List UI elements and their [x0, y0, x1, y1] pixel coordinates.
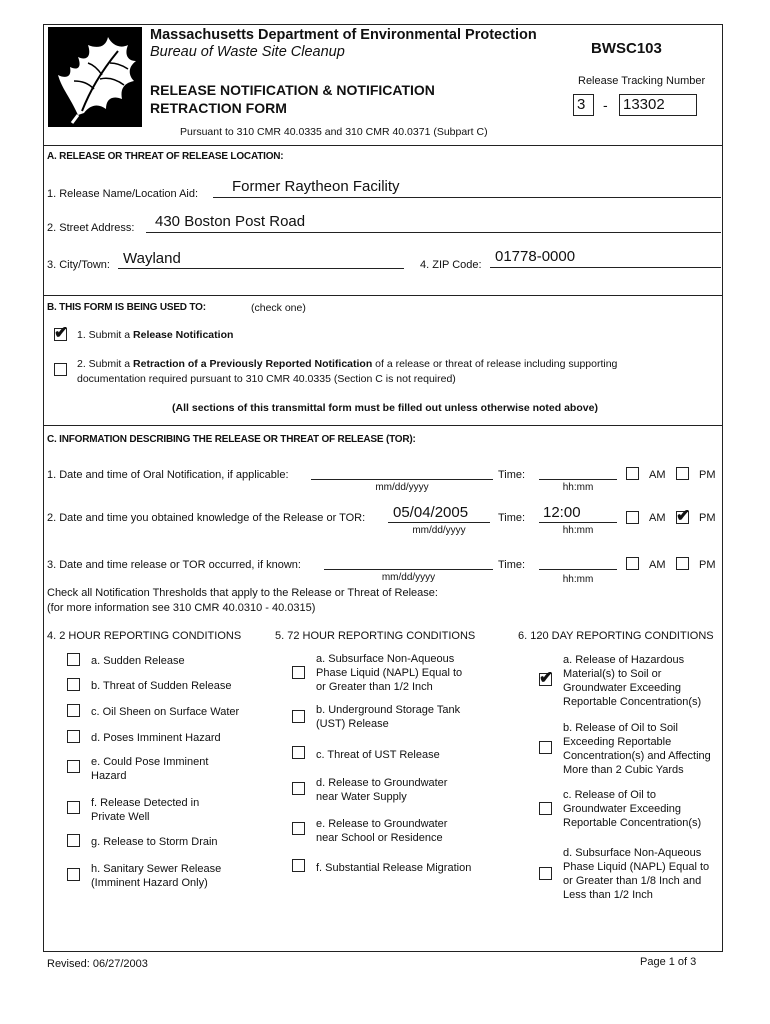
col5-b-label [316, 703, 460, 731]
col6-a-line4: Reportable Concentration(s) [563, 696, 702, 708]
col5-d-line2: near Water Supply [316, 791, 407, 803]
col6-a-line1: a. Release of Hazardous [563, 654, 685, 666]
city-label: 3. City/Town: [47, 259, 110, 271]
street-label: 2. Street Address: [47, 222, 135, 234]
thresholds-reference: (for more information see 310 CMR 40.0310 - 40.0315) [47, 602, 316, 614]
tracking-number-box[interactable]: 13302 [619, 94, 697, 116]
col6-b-line1: b. Release of Oil to Soil [563, 722, 678, 734]
col5-c-label: c. Threat of UST Release [316, 749, 440, 761]
q2-date-hint: mm/dd/yyyy [412, 525, 466, 536]
col6-d-line2: Phase Liquid (NAPL) Equal to [563, 861, 710, 873]
col4-g-label: g. Release to Storm Drain [91, 836, 218, 848]
page-number: Page 1 of 3 [640, 956, 697, 968]
col5-a-checkbox[interactable] [292, 666, 305, 679]
col4-a-checkbox[interactable] [67, 653, 80, 666]
col4-h-label [91, 862, 221, 890]
submit-retraction-label [77, 358, 717, 370]
tracking-label: Release Tracking Number [578, 75, 706, 87]
opt2-rest: of a release or threat of release including supporting [372, 358, 618, 370]
zip-field[interactable] [490, 267, 721, 268]
col6-c-line3: Reportable Concentration(s) [563, 817, 702, 829]
q3-pm-label: PM [699, 559, 716, 571]
col4-e-label [91, 755, 208, 783]
opt2-bold: Retraction of a Previously Reported Notification [133, 358, 373, 370]
release-name-label: 1. Release Name/Location Aid: [47, 188, 199, 200]
q3-am-label: AM [649, 559, 666, 571]
agency-name: Massachusetts Department of Environmental Protection [150, 27, 537, 43]
col4-g-checkbox[interactable] [67, 834, 80, 847]
col6-b-label [563, 721, 711, 777]
oral-notification-time-field[interactable] [539, 479, 617, 480]
check-icon: ✔ [54, 323, 69, 342]
col4-b-label: b. Threat of Sudden Release [91, 680, 232, 692]
divider-b [43, 295, 723, 296]
col4-d-label: d. Poses Imminent Hazard [91, 732, 221, 744]
section-b-title: B. THIS FORM IS BEING USED TO: [47, 302, 206, 313]
tracking-dash: - [603, 97, 608, 113]
q1-time-label: Time: [498, 469, 526, 481]
col5-a-line3: or Greater than 1/2 Inch [316, 681, 433, 693]
section-a-title: A. RELEASE OR THREAT OF RELEASE LOCATION: [47, 151, 284, 162]
knowledge-date-field[interactable] [388, 522, 490, 523]
q2-am-label: AM [649, 512, 666, 524]
tracking-region-box[interactable]: 3 [573, 94, 594, 116]
col6-b-checkbox[interactable] [539, 741, 552, 754]
col5-a-line1: a. Subsurface Non-Aqueous [316, 653, 455, 665]
zip-value: 01778-0000 [495, 248, 576, 265]
col4-d-checkbox[interactable] [67, 730, 80, 743]
col5-d-checkbox[interactable] [292, 782, 305, 795]
check-one-note: (check one) [251, 302, 306, 314]
occurred-time-field[interactable] [539, 569, 617, 570]
col5-d-line1: d. Release to Groundwater [316, 777, 448, 789]
q1-pm-checkbox[interactable] [676, 467, 689, 480]
col6-d-label [563, 846, 709, 902]
col5-b-line1: b. Underground Storage Tank [316, 704, 461, 716]
thresholds-instruction: Check all Notification Thresholds that apply to the Release or Threat of Release: [47, 587, 438, 599]
section-c-title: C. INFORMATION DESCRIBING THE RELEASE OR THREAT OF RELEASE (TOR): [47, 434, 416, 445]
submit-release-notification-label [77, 329, 233, 341]
city-field[interactable] [118, 268, 404, 269]
bureau-name: Bureau of Waste Site Cleanup [150, 44, 345, 60]
col5-b-checkbox[interactable] [292, 710, 305, 723]
col6-title: 6. 120 DAY REPORTING CONDITIONS [518, 630, 714, 642]
q1-date-hint: mm/dd/yyyy [375, 482, 429, 493]
release-name-field[interactable] [213, 197, 721, 198]
submit-retraction-checkbox[interactable] [54, 363, 67, 376]
col4-e-line1: e. Could Pose Imminent [91, 756, 209, 768]
opt2-prefix: 2. Submit a [77, 358, 134, 370]
revised-date: Revised: 06/27/2003 [47, 958, 148, 970]
form-id: BWSC103 [591, 40, 662, 57]
q2-am-checkbox[interactable] [626, 511, 639, 524]
col6-d-line4: Less than 1/2 Inch [563, 889, 653, 901]
col5-title: 5. 72 HOUR REPORTING CONDITIONS [275, 630, 476, 642]
col6-a-line2: Material(s) to Soil or [563, 668, 662, 680]
zip-label: 4. ZIP Code: [420, 259, 482, 271]
q2-time-label: Time: [498, 512, 526, 524]
street-value: 430 Boston Post Road [155, 213, 306, 230]
divider-c [43, 425, 723, 426]
col6-c-label [563, 788, 701, 830]
q3-pm-checkbox[interactable] [676, 557, 689, 570]
col5-c-checkbox[interactable] [292, 746, 305, 759]
q1-am-checkbox[interactable] [626, 467, 639, 480]
col6-b-line4: More than 2 Cubic Yards [563, 764, 684, 776]
col5-a-label [316, 652, 462, 694]
knowledge-date-value: 05/04/2005 [393, 504, 469, 521]
q2-pm-label: PM [699, 512, 716, 524]
pursuant-text: Pursuant to 310 CMR 40.0335 and 310 CMR 40.0371 (Subpart C) [180, 126, 488, 138]
q3-time-hint: hh:mm [562, 574, 594, 585]
col5-e-line1: e. Release to Groundwater [316, 818, 448, 830]
q3-time-label: Time: [498, 559, 526, 571]
col4-h-line2: (Imminent Hazard Only) [91, 877, 208, 889]
opt1-prefix: 1. Submit a [77, 329, 134, 341]
occurred-date-label: 3. Date and time release or TOR occurred, if known: [47, 559, 301, 571]
q3-date-hint: mm/dd/yyyy [381, 572, 436, 583]
divider-a [43, 145, 723, 146]
col4-a-label: a. Sudden Release [91, 655, 185, 667]
col4-f-checkbox[interactable] [67, 801, 80, 814]
transmittal-note: (All sections of this transmittal form must be filled out unless otherwise noted above) [172, 402, 598, 414]
submit-release-notification-checkbox[interactable] [54, 323, 69, 342]
col5-d-label [316, 776, 447, 804]
col5-e-checkbox[interactable] [292, 822, 305, 835]
col6-d-line3: or Greater than 1/8 Inch and [563, 875, 702, 887]
form-title-line1: RELEASE NOTIFICATION & NOTIFICATION [150, 82, 435, 98]
col4-h-line1: h. Sanitary Sewer Release [91, 863, 222, 875]
col6-a-checkbox[interactable] [539, 668, 554, 687]
col6-a-label [563, 653, 701, 709]
col5-a-line2: Phase Liquid (NAPL) Equal to [316, 667, 463, 679]
oral-notification-date-field[interactable] [311, 479, 493, 480]
knowledge-date-label: 2. Date and time you obtained knowledge of the Release or TOR: [47, 512, 366, 524]
submit-retraction-line2: documentation required pursuant to 310 CMR 40.0335 (Section C is not required) [77, 373, 456, 385]
oral-notification-label: 1. Date and time of Oral Notification, if applicable: [47, 469, 289, 481]
q1-time-hint: hh:mm [562, 482, 594, 493]
col5-f-label: f. Substantial Release Migration [316, 862, 472, 874]
col4-e-line2: Hazard [91, 770, 127, 782]
oak-leaf-icon [48, 27, 142, 127]
col4-title: 4. 2 HOUR REPORTING CONDITIONS [47, 630, 242, 642]
col5-b-line2: (UST) Release [316, 718, 389, 730]
col4-f-line1: f. Release Detected in [91, 797, 200, 809]
col6-c-line2: Groundwater Exceeding [563, 803, 682, 815]
knowledge-time-value: 12:00 [543, 504, 581, 521]
q1-pm-label: PM [699, 469, 716, 481]
col4-c-label: c. Oil Sheen on Surface Water [91, 706, 240, 718]
form-title-line2: RETRACTION FORM [150, 100, 287, 116]
check-icon: ✔ [539, 668, 554, 687]
city-value: Wayland [123, 250, 181, 267]
col6-b-line3: Concentration(s) and Affecting [563, 750, 711, 762]
q2-time-hint: hh:mm [562, 525, 594, 536]
opt1-bold: Release Notification [133, 329, 234, 341]
col4-b-checkbox[interactable] [67, 678, 80, 691]
col5-e-label [316, 817, 447, 845]
check-icon: ✔ [676, 506, 691, 525]
col6-d-checkbox[interactable] [539, 867, 552, 880]
col5-e-line2: near School or Residence [316, 832, 443, 844]
occurred-date-field[interactable] [324, 569, 493, 570]
col4-f-label [91, 796, 199, 824]
col6-c-line1: c. Release of Oil to [563, 789, 656, 801]
col5-f-checkbox[interactable] [292, 859, 305, 872]
col6-a-line3: Groundwater Exceeding [563, 682, 682, 694]
col4-h-checkbox[interactable] [67, 868, 80, 881]
col4-e-checkbox[interactable] [67, 760, 80, 773]
col4-c-checkbox[interactable] [67, 704, 80, 717]
col6-d-line1: d. Subsurface Non-Aqueous [563, 847, 702, 859]
q2-pm-checkbox[interactable] [676, 506, 691, 525]
col6-c-checkbox[interactable] [539, 802, 552, 815]
release-name-value: Former Raytheon Facility [232, 178, 400, 195]
dep-logo [48, 27, 142, 127]
q3-am-checkbox[interactable] [626, 557, 639, 570]
knowledge-time-field[interactable] [539, 522, 617, 523]
col6-b-line2: Exceeding Reportable [563, 736, 672, 748]
street-field[interactable] [146, 232, 721, 233]
col4-f-line2: Private Well [91, 811, 150, 823]
q1-am-label: AM [649, 469, 666, 481]
